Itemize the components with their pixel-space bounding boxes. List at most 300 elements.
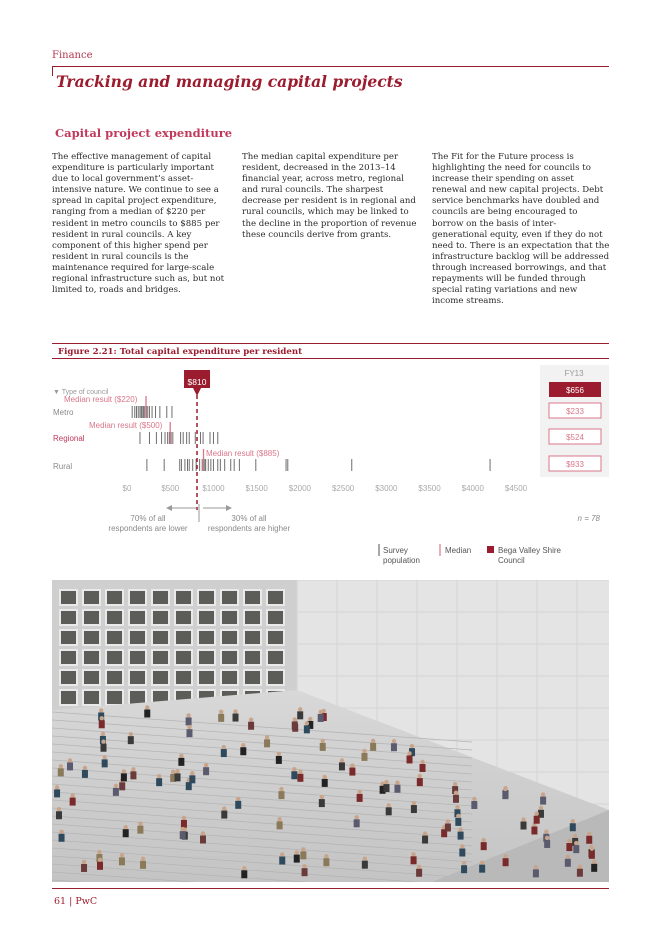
person-head: [587, 832, 591, 836]
person-head: [242, 866, 246, 870]
person-head: [462, 861, 466, 865]
window: [175, 590, 192, 605]
person-body: [394, 785, 400, 793]
window: [244, 650, 261, 665]
person-head: [157, 774, 161, 778]
person-head: [181, 827, 185, 831]
median-label-metro: Median result ($220): [64, 395, 138, 404]
window: [106, 630, 123, 645]
window: [129, 590, 146, 605]
page-title: Tracking and managing capital projects: [56, 72, 403, 91]
person-head: [371, 739, 375, 743]
figure-rule-top: [52, 343, 609, 344]
person-body: [175, 773, 181, 781]
person-head: [521, 817, 525, 821]
person-head: [456, 814, 460, 818]
person-body: [302, 868, 308, 876]
person-head: [455, 805, 459, 809]
person-body: [278, 791, 284, 799]
person-head: [305, 721, 309, 725]
person-body: [144, 709, 150, 717]
person-body: [121, 773, 127, 781]
legend-median-label: Median: [445, 546, 472, 555]
title-rule: [52, 66, 609, 67]
person-body: [178, 758, 184, 766]
person-body: [339, 762, 345, 770]
person-head: [472, 797, 476, 801]
window: [106, 670, 123, 685]
split-arrowhead-left: [166, 505, 172, 511]
person-head: [321, 739, 325, 743]
person-body: [54, 789, 60, 797]
person-body: [502, 791, 508, 799]
person-head: [503, 854, 507, 858]
person-head: [83, 766, 87, 770]
window: [152, 670, 169, 685]
person-body: [300, 851, 306, 859]
person-body: [82, 770, 88, 778]
person-body: [411, 805, 417, 813]
window: [129, 650, 146, 665]
person-body: [137, 826, 143, 834]
person-head: [236, 797, 240, 801]
person-head: [423, 831, 427, 835]
person-body: [565, 859, 571, 867]
person-head: [100, 716, 104, 720]
label-line: respondents are higher: [207, 524, 291, 533]
person-head: [453, 782, 457, 786]
person-head: [539, 806, 543, 810]
council-highlight-value: $810: [187, 377, 207, 387]
x-axis-ticks: [123, 484, 528, 493]
chart-legend: [379, 544, 562, 565]
figure-title: Figure 2.21: Total capital expenditure per resident: [58, 347, 303, 357]
person-body: [294, 855, 300, 863]
person-body: [533, 869, 539, 877]
person-head: [82, 860, 86, 864]
person-head: [454, 791, 458, 795]
person-body: [577, 869, 583, 877]
person-head: [138, 821, 142, 825]
person-body: [130, 771, 136, 779]
person-body: [264, 739, 270, 747]
person-head: [233, 709, 237, 713]
split-annotation: [166, 504, 232, 522]
person-body: [233, 714, 239, 722]
window: [83, 670, 100, 685]
person-body: [113, 788, 119, 796]
person-body: [471, 801, 477, 809]
person-head: [363, 856, 367, 860]
person-head: [124, 825, 128, 829]
window: [221, 670, 238, 685]
x-tick-label: $0: [122, 484, 132, 493]
person-body: [322, 779, 328, 787]
person-body: [503, 858, 509, 866]
person-body: [461, 865, 467, 873]
person-body: [200, 835, 206, 843]
window: [129, 610, 146, 625]
row-label-metro: Metro: [53, 408, 74, 417]
window: [221, 590, 238, 605]
person-body: [221, 749, 227, 757]
fy13-all-value: $656: [566, 386, 584, 395]
person-body: [128, 736, 134, 744]
page-footer: 61 | PwC: [54, 896, 98, 907]
person-head: [534, 812, 538, 816]
person-head: [98, 858, 102, 862]
person-head: [190, 771, 194, 775]
person-body: [453, 795, 459, 803]
body-column-2: The median capital expenditure per resident, decreased in the 2013–14 financial year, across metro, regional and rural councils. The sharpest decrease per resident is in regional and rural councils, which may be linked to the decline in the proportion of revenue these councils derive from grants.: [242, 152, 417, 240]
person-body: [56, 811, 62, 819]
body-column-1: The effective management of capital expenditure is particularly important due to local government’s asset-intensive nature. We continue to see a spread in capital project expenditure, ranging from a median of $220 per resident in metro councils to $885 per resident in rural councils. A key component of this higher spend per resident in rural councils is the maintenance required for large-scale regional infrastructure such as, but not limited to, roads and bridges.: [52, 152, 225, 296]
person-head: [292, 767, 296, 771]
person-head: [412, 801, 416, 805]
person-body: [291, 771, 297, 779]
person-body: [240, 747, 246, 755]
window: [83, 650, 100, 665]
window: [244, 610, 261, 625]
person-body: [422, 836, 428, 844]
window: [198, 650, 215, 665]
person-body: [370, 743, 376, 751]
person-body: [411, 856, 417, 864]
person-head: [68, 758, 72, 762]
row-label-rural: Rural: [53, 462, 73, 471]
window: [198, 610, 215, 625]
person-head: [114, 784, 118, 788]
person-head: [59, 830, 63, 834]
person-body: [181, 820, 187, 828]
legend-survey-label: [383, 546, 420, 565]
person-body: [186, 729, 192, 737]
person-body: [97, 862, 103, 870]
person-head: [141, 857, 145, 861]
window: [267, 630, 284, 645]
person-body: [417, 778, 423, 786]
person-head: [566, 855, 570, 859]
label-line: 70% of all: [130, 514, 166, 523]
person-head: [541, 792, 545, 796]
person-body: [221, 811, 227, 819]
person-body: [119, 782, 125, 790]
person-head: [324, 854, 328, 858]
person-body: [323, 858, 329, 866]
window: [175, 630, 192, 645]
person-body: [318, 714, 324, 722]
window: [198, 670, 215, 685]
window: [60, 590, 77, 605]
person-head: [55, 785, 59, 789]
person-body: [67, 762, 73, 770]
label-line: respondents are lower: [108, 524, 188, 533]
person-body: [566, 843, 572, 851]
person-head: [357, 790, 361, 794]
person-body: [589, 851, 595, 859]
person-head: [460, 844, 464, 848]
person-body: [58, 768, 64, 776]
person-head: [175, 769, 179, 773]
person-head: [145, 705, 149, 709]
window: [60, 610, 77, 625]
fy13-value-metro: $233: [566, 407, 584, 416]
person-head: [301, 847, 305, 851]
person-head: [298, 770, 302, 774]
section-subheading: Capital project expenditure: [55, 126, 233, 140]
person-body: [386, 807, 392, 815]
person-head: [592, 860, 596, 864]
photo-steps-with-people: [52, 580, 609, 882]
window: [60, 690, 77, 705]
person-head: [384, 780, 388, 784]
person-head: [302, 864, 306, 868]
person-body: [540, 797, 546, 805]
section-label: Finance: [52, 50, 93, 61]
person-body: [570, 823, 576, 831]
window: [60, 670, 77, 685]
person-body: [479, 865, 485, 873]
x-tick-label: $4000: [461, 484, 484, 493]
person-body: [119, 857, 125, 865]
window: [152, 590, 169, 605]
x-tick-label: $3500: [418, 484, 441, 493]
person-head: [318, 710, 322, 714]
person-body: [218, 714, 224, 722]
window: [267, 610, 284, 625]
split-arrowhead-right: [226, 505, 232, 511]
person-head: [571, 819, 575, 823]
person-body: [186, 717, 192, 725]
person-body: [459, 849, 465, 857]
person-head: [293, 717, 297, 721]
person-head: [362, 749, 366, 753]
window: [152, 650, 169, 665]
person-body: [102, 759, 108, 767]
person-head: [545, 836, 549, 840]
window: [267, 670, 284, 685]
person-body: [361, 753, 367, 761]
x-tick-label: $3000: [375, 484, 398, 493]
person-body: [455, 818, 461, 826]
person-body: [420, 764, 426, 772]
window: [221, 630, 238, 645]
person-head: [277, 817, 281, 821]
person-head: [350, 763, 354, 767]
person-head: [279, 787, 283, 791]
person-body: [534, 816, 540, 824]
person-head: [411, 852, 415, 856]
window: [152, 610, 169, 625]
person-body: [357, 794, 363, 802]
person-head: [277, 752, 281, 756]
person-body: [180, 831, 186, 839]
person-head: [222, 745, 226, 749]
person-head: [573, 834, 577, 838]
person-body: [59, 834, 65, 842]
person-body: [277, 821, 283, 829]
person-head: [480, 860, 484, 864]
x-tick-label: $4500: [504, 484, 528, 493]
window: [244, 630, 261, 645]
person-body: [319, 799, 325, 807]
person-head: [179, 754, 183, 758]
person-head: [102, 755, 106, 759]
window: [267, 590, 284, 605]
person-head: [222, 806, 226, 810]
person-body: [391, 743, 397, 751]
window: [83, 590, 100, 605]
body-column-3: The Fit for the Future process is highlighting the need for councils to increase their spending on asset renewal and new capital projects. Debt service benchmarks have doubled and councils are being encouraged to borrow on the basis of inter-generational equity, even if they do not need to. There is an expectation that the infrastructure backlog will be addressed through increased borrowings, and that repayments will be funded through special rating variations and new income streams.: [432, 152, 610, 307]
footer-rule: [52, 888, 609, 889]
person-head: [418, 774, 422, 778]
person-head: [249, 718, 253, 722]
person-body: [481, 842, 487, 850]
person-body: [544, 840, 550, 848]
person-head: [120, 853, 124, 857]
median-label-rural: Median result ($885): [206, 449, 280, 458]
person-body: [573, 845, 579, 853]
person-head: [131, 767, 135, 771]
person-head: [201, 831, 205, 835]
person-body: [383, 784, 389, 792]
median-label-regional: Median result ($500): [89, 421, 163, 430]
title-tick: [52, 66, 53, 76]
person-head: [101, 740, 105, 744]
legend-council-swatch: [487, 546, 494, 553]
person-head: [410, 744, 414, 748]
window: [152, 630, 169, 645]
person-body: [70, 798, 76, 806]
person-body: [101, 744, 107, 752]
label-line: population: [383, 556, 420, 565]
window: [244, 670, 261, 685]
window: [221, 610, 238, 625]
legend-council-label: [498, 546, 562, 565]
person-head: [241, 743, 245, 747]
window: [175, 610, 192, 625]
type-of-council-label: ▼ Type of council: [53, 389, 109, 396]
person-head: [534, 865, 538, 869]
person-body: [140, 861, 146, 869]
person-body: [99, 720, 105, 728]
person-head: [574, 841, 578, 845]
person-body: [241, 870, 247, 878]
person-body: [248, 722, 254, 730]
window: [83, 630, 100, 645]
x-tick-label: $500: [161, 484, 180, 493]
window: [106, 590, 123, 605]
window: [83, 690, 100, 705]
person-head: [420, 760, 424, 764]
person-head: [204, 763, 208, 767]
window: [175, 650, 192, 665]
split-right-label: [208, 514, 291, 533]
person-head: [265, 735, 269, 739]
person-body: [416, 869, 422, 877]
label-line: Council: [498, 556, 525, 565]
person-head: [458, 827, 462, 831]
person-body: [304, 725, 310, 733]
fy13-value-rural: $933: [566, 460, 584, 469]
row-label-regional: Regional: [53, 434, 85, 443]
person-head: [590, 847, 594, 851]
window: [221, 650, 238, 665]
fy13-value-regional: $524: [566, 433, 584, 442]
person-head: [567, 839, 571, 843]
person-head: [308, 717, 312, 721]
person-head: [101, 732, 105, 736]
person-body: [292, 721, 298, 729]
window: [106, 610, 123, 625]
x-tick-label: $1000: [202, 484, 225, 493]
window: [129, 630, 146, 645]
person-head: [340, 758, 344, 762]
person-body: [297, 774, 303, 782]
label-line: Bega Valley Shire: [498, 546, 561, 555]
x-tick-label: $2000: [288, 484, 312, 493]
person-body: [362, 861, 368, 869]
person-head: [298, 707, 302, 711]
person-body: [279, 857, 285, 865]
window: [198, 590, 215, 605]
person-body: [531, 826, 537, 834]
person-body: [586, 836, 592, 844]
person-head: [446, 819, 450, 823]
window: [267, 650, 284, 665]
x-tick-label: $2500: [331, 484, 355, 493]
person-head: [578, 864, 582, 868]
person-head: [70, 793, 74, 797]
person-head: [387, 803, 391, 807]
person-body: [81, 864, 87, 872]
person-body: [407, 755, 413, 763]
person-head: [392, 739, 396, 743]
person-head: [57, 807, 61, 811]
label-line: 30% of all: [231, 514, 267, 523]
person-head: [544, 830, 548, 834]
person-body: [354, 819, 360, 827]
person-body: [297, 711, 303, 719]
person-body: [320, 743, 326, 751]
capex-chart: [0, 360, 662, 575]
person-head: [503, 787, 507, 791]
photo-illustration: [52, 580, 609, 882]
window: [106, 690, 123, 705]
person-head: [354, 815, 358, 819]
window: [244, 590, 261, 605]
window: [83, 610, 100, 625]
person-head: [295, 850, 299, 854]
person-head: [323, 775, 327, 779]
person-head: [280, 852, 284, 856]
person-body: [203, 767, 209, 775]
window: [198, 630, 215, 645]
person-body: [591, 864, 597, 872]
x-tick-label: $1500: [245, 484, 268, 493]
person-head: [320, 795, 324, 799]
person-body: [276, 756, 282, 764]
person-head: [481, 838, 485, 842]
survey-marks: [132, 406, 490, 471]
fy13-row-boxes: [549, 403, 601, 471]
window: [106, 650, 123, 665]
person-head: [59, 764, 63, 768]
person-body: [521, 822, 527, 830]
window: [60, 650, 77, 665]
fy13-label: FY13: [564, 369, 584, 378]
person-head: [187, 725, 191, 729]
